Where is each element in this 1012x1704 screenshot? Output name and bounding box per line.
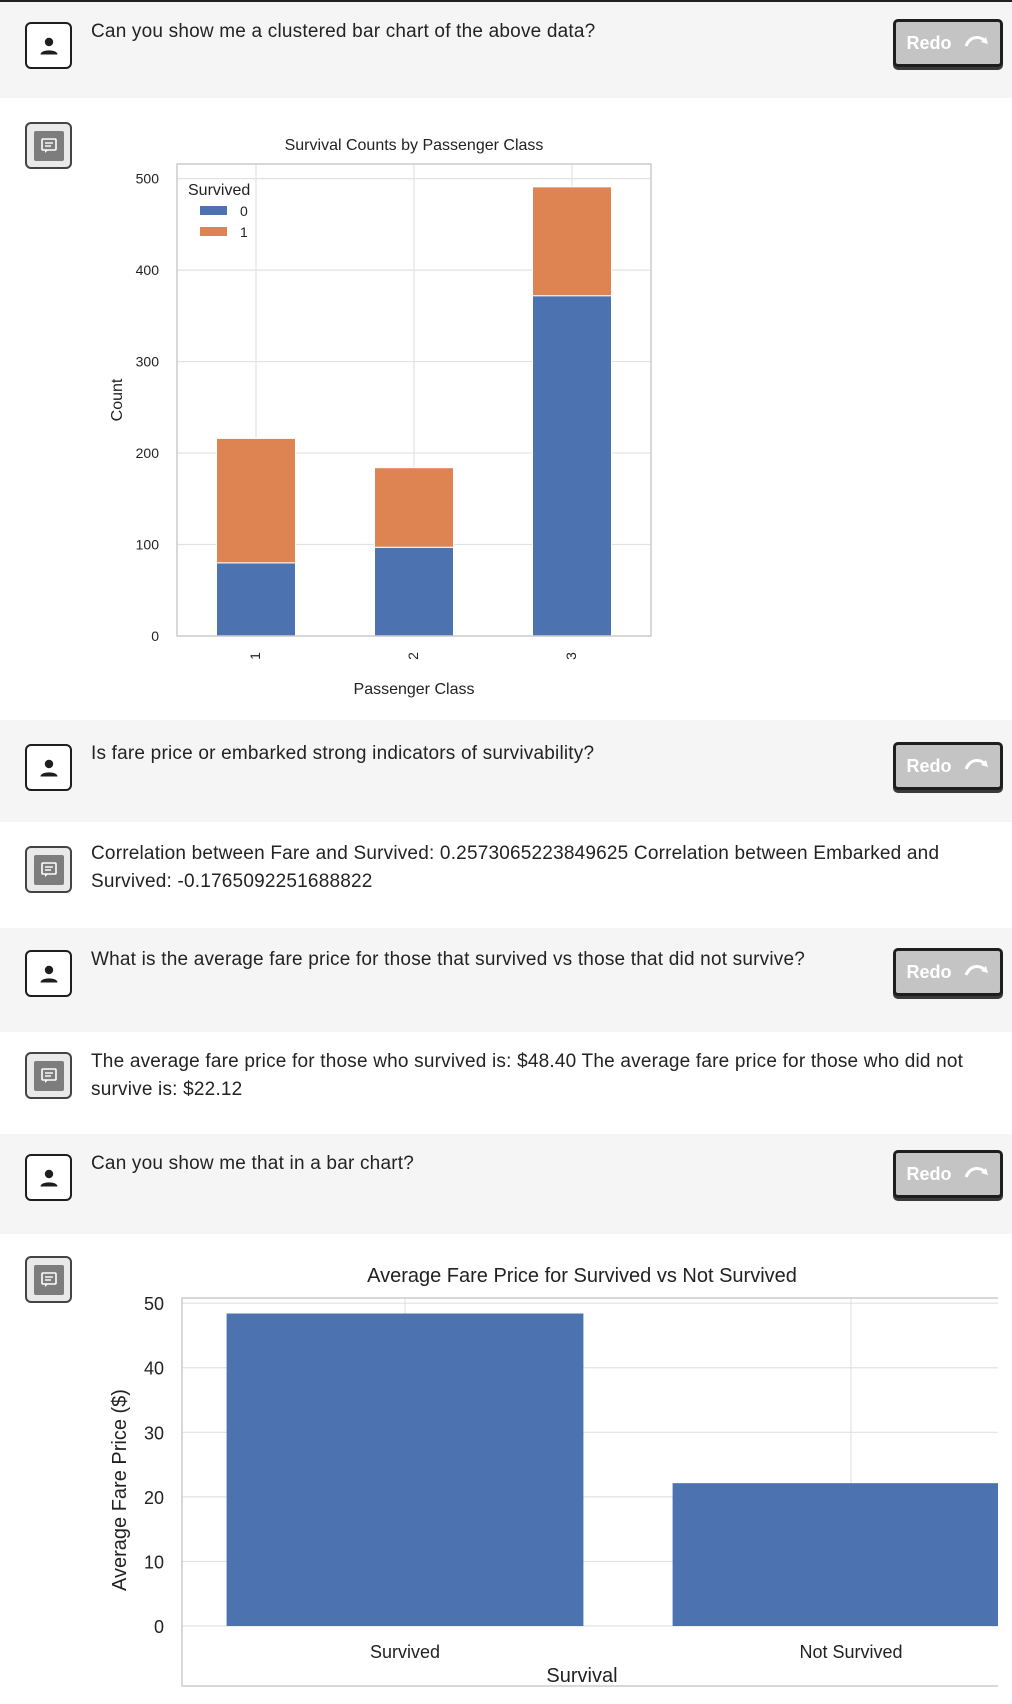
redo-arrow-icon: [964, 33, 990, 54]
redo-label: Redo: [906, 32, 952, 53]
bar-segment-1-survived-0: [217, 563, 296, 636]
chat-bubble-icon: [25, 1256, 72, 1303]
redo-button[interactable]: [893, 1150, 1003, 1198]
stacked-bar-chart: [92, 118, 672, 718]
legend: [188, 182, 250, 240]
chat-bubble-icon: [25, 1052, 72, 1099]
legend-swatch-1: [200, 227, 227, 236]
x-axis-label: Survival: [546, 1665, 618, 1687]
redo-arrow-icon: [964, 756, 990, 777]
chat-bubble-icon: [25, 846, 72, 893]
x-axis-label: Passenger Class: [353, 681, 475, 698]
y-tick-label: 20: [143, 1487, 164, 1508]
chat-bubble-icon: [25, 122, 72, 169]
user-message-row: [0, 1134, 1012, 1234]
person-icon: [25, 744, 72, 791]
y-tick-label: 40: [143, 1358, 164, 1379]
person-icon: [25, 950, 72, 997]
user-message-row: [0, 720, 1012, 822]
user-message-row: [0, 928, 1012, 1032]
fare-bar-chart: [92, 1236, 998, 1702]
x-tick-label: 1: [247, 652, 263, 660]
redo-label: Redo: [906, 961, 952, 982]
bar-segment-3-survived-1: [533, 187, 612, 296]
y-axis-label: Average Fare Price ($): [109, 1389, 131, 1591]
bar-segment-1-survived-1: [217, 438, 296, 562]
legend-title: Survived: [188, 182, 251, 199]
y-tick-label: 10: [143, 1552, 164, 1573]
person-icon: [25, 22, 72, 69]
y-axis-label: Count: [109, 378, 126, 422]
bar-segment-2-survived-0: [375, 547, 454, 636]
x-tick-label: Not Survived: [799, 1642, 903, 1662]
legend-label-1: 1: [240, 224, 248, 240]
redo-arrow-icon: [964, 1164, 990, 1185]
y-tick-label: 50: [143, 1294, 164, 1315]
assistant-message-text: The average fare price for those who survived is: $48.40 The average fare price for those who did not survive is: $22.12: [91, 1051, 964, 1100]
user-message-text: Is fare price or embarked strong indicators of survivability?: [91, 743, 595, 764]
y-tick-label: 200: [135, 445, 159, 462]
user-message-text: What is the average fare price for those that survived vs those that did not survive?: [91, 949, 806, 970]
y-tick-label: 100: [135, 536, 159, 553]
person-icon: [25, 1154, 72, 1201]
assistant-message-row: [0, 1032, 1012, 1134]
redo-button[interactable]: [893, 948, 1003, 996]
y-tick-label: 400: [135, 262, 159, 279]
y-tick-label: 0: [153, 1617, 164, 1637]
y-tick-label: 0: [151, 628, 159, 644]
chart-title: Survival Counts by Passenger Class: [284, 137, 544, 154]
user-message-text: Can you show me that in a bar chart?: [91, 1153, 414, 1174]
legend-swatch-0: [200, 206, 227, 215]
x-tick-label: 3: [563, 652, 579, 660]
y-tick-label: 500: [135, 170, 159, 187]
x-tick-label: 2: [405, 652, 421, 660]
user-message-text: Can you show me a clustered bar chart of the above data?: [91, 21, 596, 42]
x-tick-label: Survived: [369, 1642, 441, 1662]
legend-label-0: 0: [240, 203, 248, 219]
bar-segment-3-survived-0: [533, 296, 612, 636]
assistant-message-row: [0, 1234, 1012, 1704]
bar-segment-2-survived-1: [375, 468, 454, 548]
redo-label: Redo: [906, 1163, 952, 1184]
redo-arrow-icon: [964, 962, 990, 983]
bar-survived: [227, 1313, 584, 1626]
chart-title: Average Fare Price for Survived vs Not Survived: [367, 1265, 797, 1287]
y-tick-label: 30: [143, 1423, 164, 1444]
redo-label: Redo: [906, 755, 952, 776]
redo-button[interactable]: [893, 742, 1003, 790]
redo-button[interactable]: [893, 19, 1003, 67]
assistant-message-text: Correlation between Fare and Survived: 0.2573065223849625 Correlation between Embarked and Survived: -0.1765092251688822: [91, 843, 940, 892]
assistant-message-row: [0, 822, 1012, 928]
y-tick-label: 300: [135, 353, 159, 370]
user-message-row: [0, 2, 1012, 98]
bar-not-survived: [673, 1483, 998, 1626]
assistant-message-row: [0, 98, 1012, 720]
